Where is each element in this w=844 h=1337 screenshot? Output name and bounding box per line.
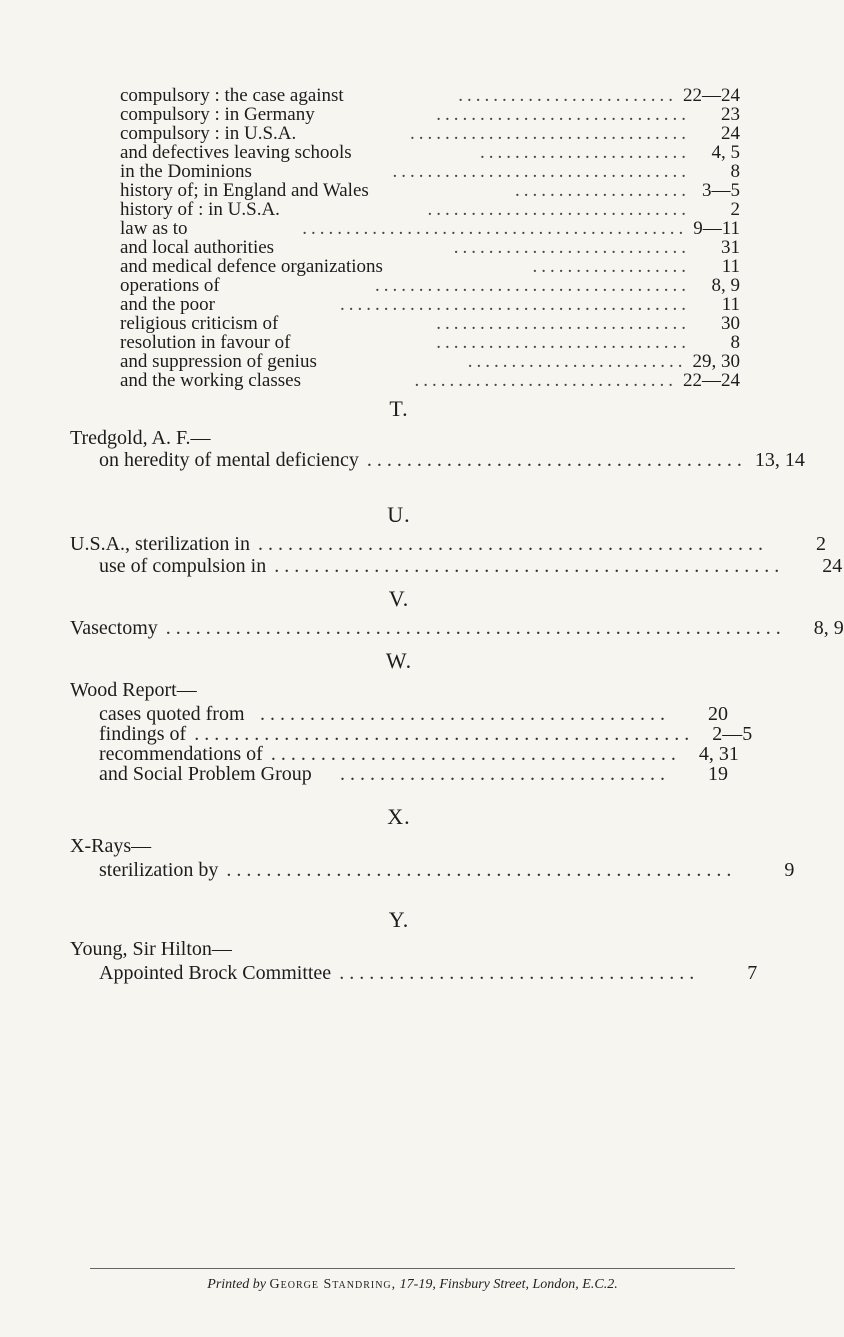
section-letter: T. (389, 396, 409, 421)
entry-heading: Wood Report— (70, 679, 197, 701)
leader-dots: ................................................... (226, 859, 737, 881)
index-row: religious criticism of ............................. 30 (120, 313, 740, 334)
entry-heading: Tredgold, A. F.— (70, 427, 211, 449)
index-row: on heredity of mental deficiency ...................................... 13, 14 (99, 449, 805, 471)
leader-dots: .................................... (375, 275, 690, 296)
leader-dots: ................................. (340, 763, 670, 785)
index-row: operations of .................................... 8, 9 (120, 275, 740, 296)
section-y (70, 907, 758, 984)
section-x (70, 804, 795, 881)
leader-dots: .................... (515, 180, 690, 201)
leader-dots: ............................. (436, 332, 690, 353)
leader-dots: ........................ (480, 142, 690, 163)
leader-dots: ......................... (467, 351, 687, 372)
leader-dots: ............................. (436, 104, 690, 125)
index-row: and defectives leaving schools ........................ 4, 5 (120, 142, 740, 163)
section-u (70, 502, 843, 577)
leader-dots: ................................ (410, 123, 690, 144)
section-letter: Y. (388, 907, 410, 932)
section-letter: V. (388, 586, 410, 611)
leader-dots: ................................................... (257, 533, 768, 555)
leader-dots: ......................... (458, 85, 677, 106)
leader-dots: ................................................... (274, 555, 785, 577)
printer-imprint (90, 1277, 735, 1293)
entry-heading: X-Rays— (70, 835, 152, 857)
index-row: and the working classes .............................. 22—24 (120, 370, 740, 391)
index-row: use of compulsion in ................................................... 24 (99, 555, 843, 577)
leader-dots: ........................... (453, 237, 690, 258)
leader-dots: ............................. (436, 313, 690, 334)
leader-dots: .................................... (339, 962, 700, 984)
leader-dots: .................................. (392, 161, 690, 182)
index-row: and suppression of genius ......................... 29, 30 (120, 351, 740, 372)
index-row: and the poor ........................................ 11 (120, 294, 740, 315)
index-row: in the Dominions .................................. 8 (120, 161, 740, 182)
imprint-prefix: Printed by (207, 1277, 267, 1292)
section-letter: U. (387, 502, 411, 527)
index-row: and Social Problem Group ................................. 19 (99, 763, 728, 785)
index-row: recommendations of ......................................... 4, 31 (99, 743, 739, 765)
index-row: compulsory : the case against ......................... 22—24 (120, 85, 740, 106)
index-row: Appointed Brock Committee .................................... 7 (99, 962, 758, 984)
leader-dots: ......................................... (270, 743, 681, 765)
sterilization-subentries (120, 86, 740, 390)
index-row: history of : in U.S.A. .............................. 2 (120, 199, 740, 220)
footer-rule (90, 1268, 735, 1269)
leader-dots: .................. (532, 256, 690, 277)
index-row: Vasectomy .............................................................. 8, 9 (70, 617, 844, 639)
section-w (70, 648, 753, 785)
section-v (70, 586, 844, 639)
index-row: resolution in favour of ............................. 8 (120, 332, 740, 353)
index-row: and medical defence organizations .................. 11 (120, 256, 740, 277)
index-row: and local authorities ........................... 31 (120, 237, 740, 258)
leader-dots: .............................. (427, 199, 690, 220)
leader-dots: ........................................ (340, 294, 690, 315)
leader-dots: .............................. (414, 370, 677, 391)
leader-dots: .................................................. (194, 723, 695, 745)
section-letter: X. (387, 804, 411, 829)
imprint-address: 17-19, Finsbury Street, London, E.C.2. (399, 1277, 618, 1292)
index-row: sterilization by ................................................... 9 (99, 859, 795, 881)
section-letter: W. (385, 648, 413, 673)
imprint-printer: George Standring, (269, 1277, 397, 1292)
leader-dots: ......................................... (260, 703, 670, 725)
index-row: compulsory : in U.S.A. ................................ 24 (120, 123, 740, 144)
entry-heading: Young, Sir Hilton— (70, 938, 232, 960)
leader-dots: ...................................... (366, 449, 747, 471)
index-row: findings of .................................................. 2—5 (99, 723, 753, 745)
index-row: law as to ............................................ 9—11 (120, 218, 740, 239)
index-row: U.S.A., sterilization in ................................................... 2 (70, 533, 826, 555)
index-row: compulsory : in Germany ............................. 23 (120, 104, 740, 125)
section-t (70, 396, 805, 471)
leader-dots: ............................................ (302, 218, 688, 239)
index-row: history of; in England and Wales .................... 3—5 (120, 180, 740, 201)
leader-dots: .............................................................. (165, 617, 786, 639)
index-row: cases quoted from ......................................... 20 (99, 703, 728, 725)
